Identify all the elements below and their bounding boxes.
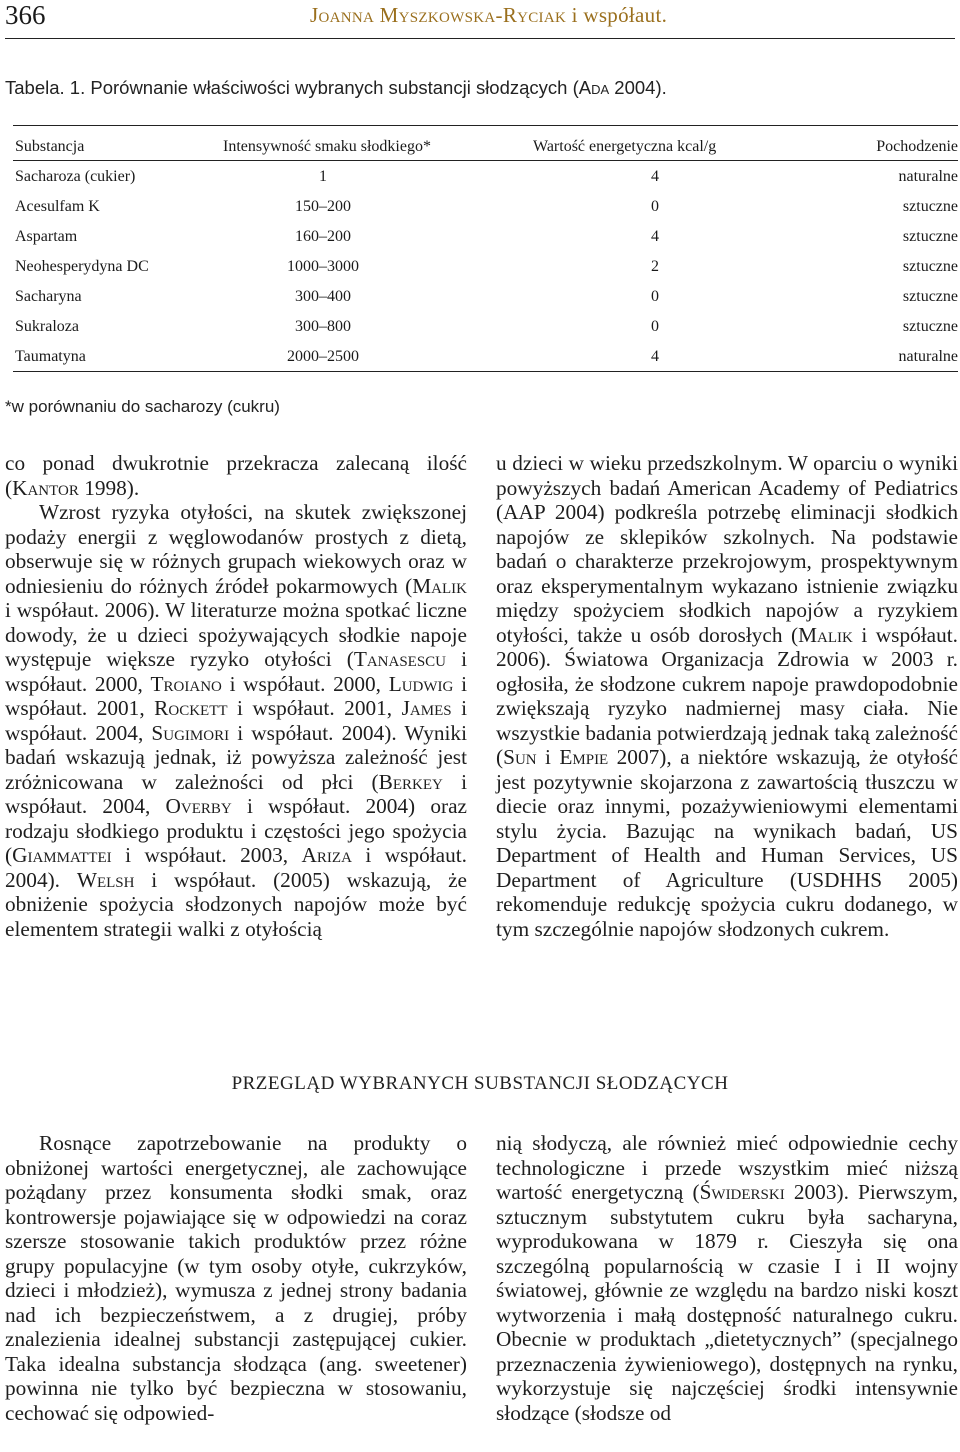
table-header-intensity: Intensywność smaku słodkiego* (223, 138, 431, 155)
table-cell-energy: 4 (651, 228, 659, 245)
body-column-lower-right (496, 1131, 958, 1425)
body-column-upper-right (496, 451, 958, 941)
table-cell-energy: 0 (651, 198, 659, 215)
citation-author: Ariza (301, 843, 352, 867)
citation-author: Rockett (154, 696, 228, 720)
page-number: 366 (5, 0, 46, 30)
table-cell-origin: naturalne (898, 168, 958, 185)
paragraph (5, 1131, 467, 1425)
text-run: co ponad dwukrotnie przekracza zalecaną ilość ( (5, 451, 467, 500)
text-run: Rosnące zapotrzebowanie na produkty o obniżonej wartości energetycznej, ale zachowujące pożądany przez konsumenta słodki smak, oraz kontrowersje pojawiające się w odpowiedzi na coraz szersze stosowanie takich produktów przez różne grupy populacyjne (w tym osoby otyłe, cukrzyków, dzieci i młodzież), wymusza z jednej strony badania nad ich bezpieczeństwem, a z drugiej, próby znalezienia idealnej substancji zastępującej cukier. Taka idealna substancja słodząca (ang. sweetener) powinna nie tylko być bezpieczna w stosowaniu, cechować się odpowied- (5, 1131, 467, 1425)
table-row (13, 222, 958, 252)
citation-author: Sun (503, 745, 537, 769)
table-cell-intensity: 150–200 (295, 198, 351, 215)
text-run: i współaut. 2000, (221, 671, 389, 696)
running-title-suffix: i współaut. (566, 3, 668, 27)
table-cell-intensity: 300–800 (295, 318, 351, 335)
table-row (13, 192, 958, 222)
table-header-row (13, 132, 958, 162)
table-footnote: *w porównaniu do sacharozy (cukru) (5, 397, 280, 416)
table-cell-intensity: 1000–3000 (287, 258, 359, 275)
running-head (5, 0, 955, 40)
table-cell-energy: 4 (651, 348, 659, 365)
citation-author: Overby (165, 794, 232, 818)
citation-author: Empie (559, 745, 609, 769)
running-title (310, 0, 667, 30)
table-cell-substance: Neohesperydyna DC (15, 258, 149, 275)
paragraph (5, 500, 467, 941)
text-run: i współaut. 2004, (5, 769, 467, 818)
section-title: PRZEGLĄD WYBRANYCH SUBSTANCJI SŁODZĄCYCH (231, 1073, 729, 1094)
table-caption (5, 77, 667, 99)
header-rule (5, 38, 955, 39)
citation-author: Świderski (699, 1180, 785, 1204)
table-cell-substance: Acesulfam K (15, 198, 100, 215)
table-row (13, 252, 958, 282)
body-column-upper-left (5, 451, 467, 941)
citation-author: Sugimori (151, 720, 230, 745)
citation-author: Ludwig (388, 671, 454, 696)
table-cell-substance: Sacharoza (cukier) (15, 168, 136, 185)
table-row (13, 312, 958, 342)
citation-author: Giammattei (12, 843, 112, 867)
paragraph (496, 451, 958, 941)
table-caption-citation: Ada (578, 77, 610, 98)
table-cell-intensity: 160–200 (295, 228, 351, 245)
table-cell-energy: 2 (651, 258, 659, 275)
citation-author: Welsh (76, 867, 135, 892)
table-cell-energy: 0 (651, 318, 659, 335)
table-cell-substance: Aspartam (15, 228, 78, 245)
running-title-author: Joanna Myszkowska-Ryciak (310, 3, 567, 27)
table-header-substance: Substancja (15, 138, 85, 155)
body-column-lower-left (5, 1131, 467, 1425)
table-cell-substance: Taumatyna (15, 348, 86, 365)
citation-author: Berkey (378, 769, 443, 794)
text-run: i współaut. 2001, (5, 671, 468, 720)
text-run: i współaut. 2004) oraz rodzaju słodkiego produktu i częstości jego spożycia ( (5, 794, 467, 867)
table-cell-substance: Sukraloza (15, 318, 79, 335)
text-run: Wzrost ryzyka otyłości, na skutek zwiększonej podaży energii z węglowodanów prostych z dietą, obserwuje się w różnych grupach wiekowych oraz w odniesieniu do różnych źródeł pokarmowych ( (5, 500, 467, 598)
table-cell-origin: sztuczne (902, 228, 958, 245)
table-row (13, 342, 958, 372)
text-run: 2003). Pierwszym, sztucznym substytutem cukru była sacharyna, wyprodukowana w 1879 r. Cieszyła się ona szczególną popularnością w czasie I i II wojny światowej, głównie ze względu na bardzo niski koszt wytworzenia i małą dostępność naturalnego cukru. Obecnie w produktach „dietetycznych” (specjalnego przeznaczenia żywieniowego), dostępnych na rynku, wykorzystuje się najczęściej środki intensywnie słodzące (słodsze od (496, 1180, 959, 1425)
table-header-origin: Pochodzenie (876, 138, 958, 155)
table-cell-origin: sztuczne (902, 318, 958, 335)
text-run: i współaut. 2006). Światowa Organizacja Zdrowia w 2003 r. ogłosiła, że słodzone cukrem napoje prawdopodobnie zwiększają ryzyko nadmiernej masy ciała. Nie wszystkie badania potwierdzają jednak taką zależność ( (496, 622, 958, 769)
text-run: 1998). (78, 475, 140, 500)
text-run: nią słodyczą, ale również mieć odpowiednie cechy technologiczne i przede wszystkim mieć niższą wartość energetyczną ( (496, 1131, 958, 1204)
text-run: i współaut. 2003, (111, 843, 302, 867)
table-caption-suffix: 2004). (609, 77, 667, 98)
text-run: i współaut. 2006). W literaturze można spotkać liczne dowody, że u dzieci spożywających słodkie napoje występuje większe ryzyko otyłości ( (5, 598, 467, 671)
table-caption-prefix: Tabela. 1. Porównanie właściwości wybranych substancji słodzących ( (5, 77, 579, 98)
table-row (13, 162, 958, 192)
table-cell-origin: naturalne (898, 348, 958, 365)
citation-author: Malik (798, 622, 853, 647)
table-cell-intensity: 2000–2500 (287, 348, 359, 365)
text-run: i współaut. 2004, (5, 696, 467, 745)
text-run: i współaut. 2004). Wyniki badań wskazują jednak, iż powyższa zależność jest zróżnicowana w zależności od płci ( (5, 720, 467, 794)
table-cell-origin: sztuczne (902, 258, 958, 275)
citation-author: James (401, 696, 452, 720)
text-run: i współaut. (2005) wskazują, że obniżenie spożycia słodzonych napojów może być elementem strategii walki z otyłością (5, 867, 467, 941)
citation-author: Kantor (12, 475, 79, 500)
table-cell-origin: sztuczne (902, 288, 958, 305)
text-run: i współaut. 2001, (227, 696, 402, 720)
paragraph (496, 1131, 958, 1425)
table-header-rule (13, 160, 958, 161)
table-cell-substance: Sacharyna (15, 288, 82, 305)
table-top-rule (13, 125, 958, 126)
table-bottom-rule (13, 371, 958, 372)
table-cell-energy: 4 (651, 168, 659, 185)
text-run: i współaut. 2000, (5, 647, 467, 696)
text-run: i współaut. 2004). (5, 843, 467, 892)
text-run: u dzieci w wieku przedszkolnym. W oparciu o wyniki powyższych badań American Academy of Pediatrics (AAP 2004) podkreśla potrzebę eliminacji słodkich napojów ze sklepików szkolnych. Na podstawie badań o charakterze przekrojowym, prospektywnym oraz eksperymentalnym wykazano istnienie związku między spożyciem słodkich napojów a ryzykiem otyłości, także u osób dorosłych ( (496, 451, 958, 647)
table-cell-energy: 0 (651, 288, 659, 305)
text-run: i (536, 745, 560, 769)
table-row (13, 282, 958, 312)
citation-author: Tanasescu (353, 647, 447, 671)
citation-author: Troiano (150, 671, 222, 696)
table-cell-origin: sztuczne (902, 198, 958, 215)
table-header-energy: Wartość energetyczna kcal/g (533, 138, 717, 155)
paragraph (5, 451, 467, 500)
table-cell-intensity: 300–400 (295, 288, 351, 305)
table-cell-intensity: 1 (319, 168, 327, 185)
text-run: 2007), a niektóre wskazują, że otyłość jest pozytywnie skojarzona z zawartością tłuszczu w diecie oraz innymi, pozażywieniowymi elementami stylu życia. Bazując na wynikach badań, US Department of Health and Human Services, US Department of Agriculture (USDHHS 2005) rekomenduje redukcję spożycia cukru dodanego, w tym szczególnie napojów słodzonych cukrem. (496, 745, 958, 941)
citation-author: Malik (412, 573, 467, 598)
